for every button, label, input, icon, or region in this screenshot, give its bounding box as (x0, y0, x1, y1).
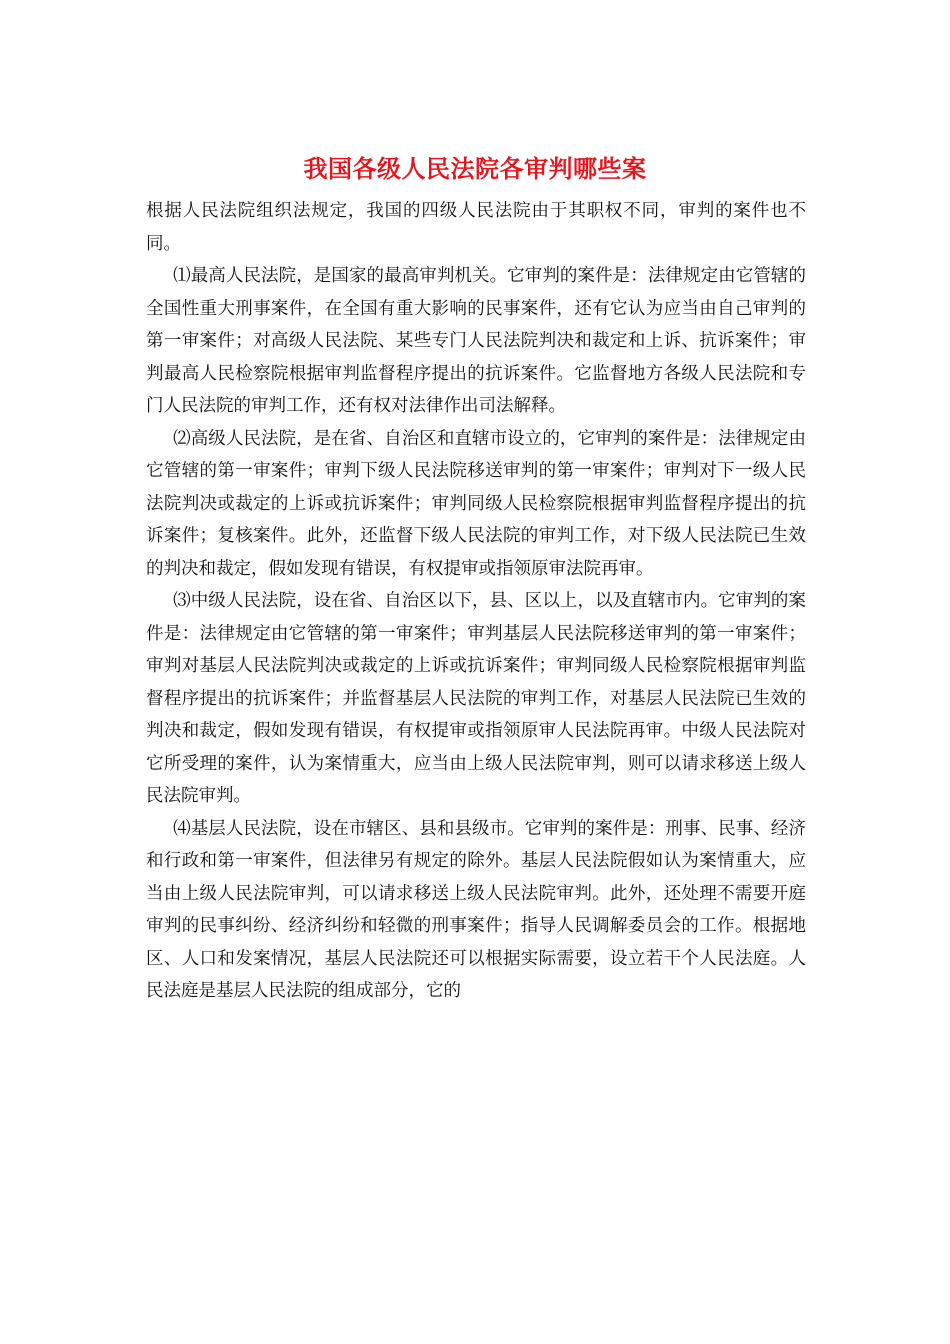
paragraph-supreme-court: ⑴最高人民法院，是国家的最高审判机关。它审判的案件是：法律规定由它管辖的全国性重大刑事案件，在全国有重大影响的民事案件，还有它认为应当由自己审判的第一审案件；对高级人民法院、某些专门人民法院判决和裁定和上诉、抗诉案件；审判最高人民检察院根据审判监督程序提出的抗诉案件。它监督地方各级人民法院和专门人民法院的审判工作，还有权对法律作出司法解释。 (146, 266, 806, 416)
paragraph-basic-court: ⑷基层人民法院，设在市辖区、县和县级市。它审判的案件是：刑事、民事、经济和行政和第一审案件，但法律另有规定的除外。基层人民法院假如认为案情重大，应当由上级人民法院审判，可以请求移送上级人民法院审判。此外，还处理不需要开庭审判的民事纠纷、经济纠纷和轻微的刑事案件；指导人民调解委员会的工作。根据地区、人口和发案情况，基层人民法院还可以根据实际需要，设立若干个人民法庭。人民法庭是基层人民法院的组成部分，它的 (146, 818, 806, 1001)
paragraph-intro: 根据人民法院组织法规定，我国的四级人民法院由于其职权不同，审判的案件也不同。 (146, 201, 806, 254)
document-title: 我国各级人民法院各审判哪些案 (303, 154, 647, 183)
paragraph-high-court: ⑵高级人民法院，是在省、自治区和直辖市设立的，它审判的案件是：法律规定由它管辖的第一审案件；审判下级人民法院移送审判的第一审案件；审判对下一级人民法院判决或裁定的上诉或抗诉案件；审判同级人民检察院根据审判监督程序提出的抗诉案件；复核案件。此外，还监督下级人民法院的审判工作，对下级人民法院已生效的判决和裁定，假如发现有错误，有权提审或指领原审法院再审。 (146, 428, 806, 579)
document-body (146, 195, 806, 1008)
paragraph-intermediate-court: ⑶中级人民法院，设在省、自治区以下，县、区以上，以及直辖市内。它审判的案件是：法律规定由它管辖的第一审案件；审判基层人民法院移送审判的第一审案件；审判对基层人民法院判决或裁定的上诉或抗诉案件；审判同级人民检察院根据审判监督程序提出的抗诉案件；并监督基层人民法院的审判工作，对基层人民法院已生效的判决和裁定，假如发现有错误，有权提审或指领原审人民法院再审。中级人民法院对它所受理的案件，认为案情重大，应当由上级人民法院审判，则可以请求移送上级人民法院审判。 (146, 591, 806, 806)
